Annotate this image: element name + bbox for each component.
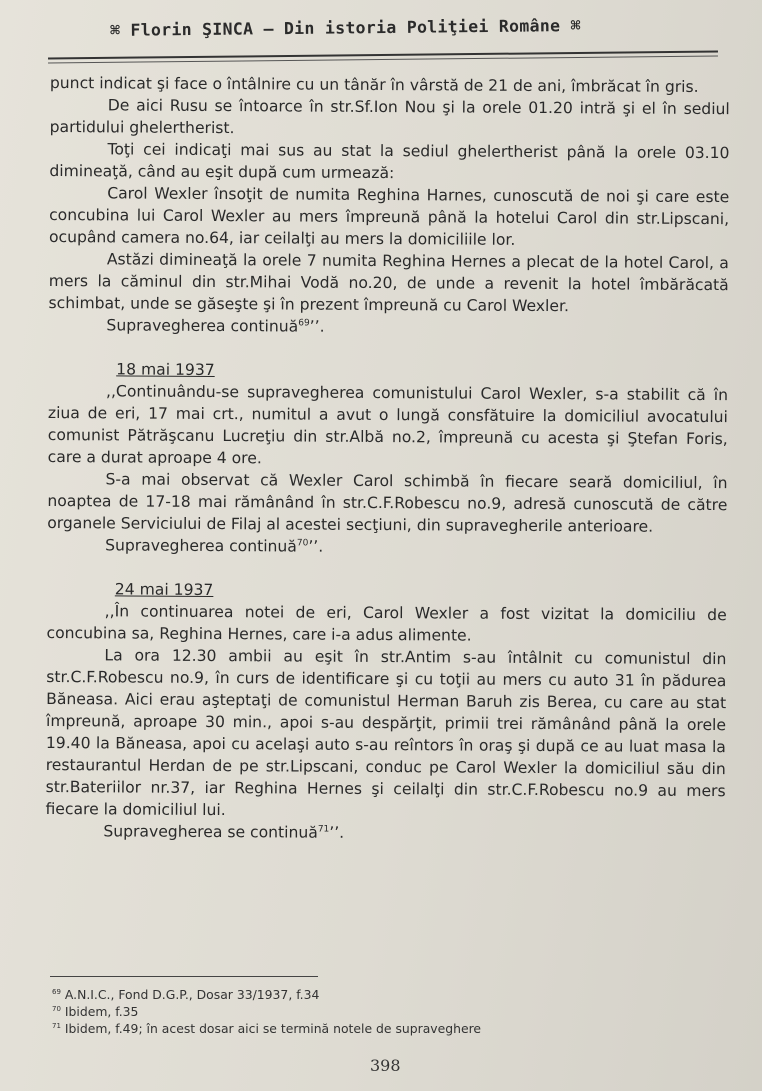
- date-heading: 18 mai 1937: [116, 360, 215, 380]
- paragraph: S-a mai observat că Wexler Carol schimbă în fiecare seară domiciliul, în noaptea de 17-18 mai rămânând în str.C.F.Robescu no.9, adresă cunoscută de către organele Serviciului de Filaj al acestei secţiuni, din supravegherile anterioare.: [47, 470, 728, 536]
- running-header: ⌘ Florin ŞINCA – Din istoria Poliţiei Române ⌘: [109, 16, 581, 40]
- closing-text: Supravegherea continuă: [106, 316, 299, 336]
- closing-line: [45, 820, 725, 846]
- footnote-text: Ibidem, f.35: [64, 1004, 139, 1019]
- paragraph: ,,În continuarea notei de eri, Carol Wexler a fost vizitat la domiciliu de concubina sa, Reghina Hernes, care i-a adus alimente.: [46, 602, 727, 645]
- footnote: [52, 1020, 652, 1037]
- footnote-ref: 69: [298, 318, 310, 329]
- footnote-number: 69: [52, 987, 61, 996]
- footnote: [52, 1003, 652, 1020]
- footnote-text: A.N.I.C., Fond D.G.P., Dosar 33/1937, f.34: [64, 987, 320, 1002]
- closing-line: [48, 314, 728, 340]
- footnote-text: Ibidem, f.49; în acest dosar aici se termină notele de supraveghere: [64, 1021, 482, 1036]
- footnotes: [52, 986, 652, 1037]
- paragraph: La ora 12.30 ambii au eşit în str.Antim s-au întâlnit cu comunistul din str.C.F.Robescu no.9, în curs de identificare şi cu toţii au mers cu auto 31 în pădurea Băneasa. Aici erau aşteptaţi de comunistul Herman Baruh zis Berea, cu care au stat împreună, aproape 30 min., apoi s-au despărţit, primii trei rămânând până la orele 19.40 la Băneasa, apoi cu acelaşi auto s-au reîntors în oraş şi după ce au luat masa la restaurantul Herdan de pe str.Lipscani, conduc pe Carol Wexler la domiciliul său din str.Bateriilor nr.37, iar Reghina Hernes şi ceilalţi din str.C.F.Robescu no.9 au mers fiecare la domiciliul lui.: [45, 646, 727, 820]
- closing-text: Supravegherea se continuă: [103, 822, 318, 842]
- paragraph: De aici Rusu se întoarce în str.Sf.Ion Nou şi la orele 01.20 intră şi el în sediul partidului ghelertherist.: [49, 96, 730, 138]
- footnote-number: 71: [52, 1021, 61, 1030]
- paragraph: Astăzi dimineaţă la orele 7 numita Reghina Hernes a plecat de la hotel Carol, a mers la căminul din str.Mihai Vodă no.20, de unde a revenit la hotel îmbărăcată schimbat, unde se găseşte şi în prezent împreună cu Carol Wexler.: [48, 250, 729, 316]
- closing-line: [47, 534, 727, 560]
- paragraph: Toţi cei indicaţi mai sus au stat la sediul ghelertherist până la orele 03.10 dimineaţă, când au eşit după cum urmează:: [49, 140, 730, 183]
- paragraph: punct indicat şi face o întâlnire cu un tânăr în vârstă de 21 de ani, îmbrăcat în gris.: [49, 73, 699, 96]
- closing-quote: ’’.: [309, 317, 325, 336]
- paragraph: Carol Wexler însoţit de numita Reghina Harnes, cunoscută de noi şi care este concubina lui Carol Wexler au mers împreună până la hotelui Carol din str.Lipscani, ocupând camera no.64, iar ceilalţi au mers la domiciliile lor.: [48, 184, 730, 249]
- closing-quote: ’’.: [329, 823, 345, 842]
- main-text: [45, 72, 730, 846]
- page-number: 398: [370, 1056, 401, 1075]
- footnote: [52, 986, 652, 1003]
- footnote-number: 70: [52, 1004, 61, 1013]
- footnote-ref: 70: [296, 538, 309, 549]
- paragraph: ,,Continuându-se supravegherea comunistului Carol Wexler, s-a stabilit că în ziua de eri, 17 mai crt., numitul a avut o lungă consfătuire la domiciliul avocatului comunist Pătrăşcanu Lucreţiu din str.Albă no.2, împreună cu acesta şi Ştefan Foris, care a durat aproape 4 ore.: [47, 382, 729, 468]
- footnote-separator: [50, 976, 318, 977]
- closing-quote: ’’.: [308, 537, 324, 556]
- closing-text: Supravegherea continuă: [105, 536, 297, 556]
- footnote-ref: 71: [317, 824, 330, 835]
- date-heading: 24 mai 1937: [114, 580, 214, 600]
